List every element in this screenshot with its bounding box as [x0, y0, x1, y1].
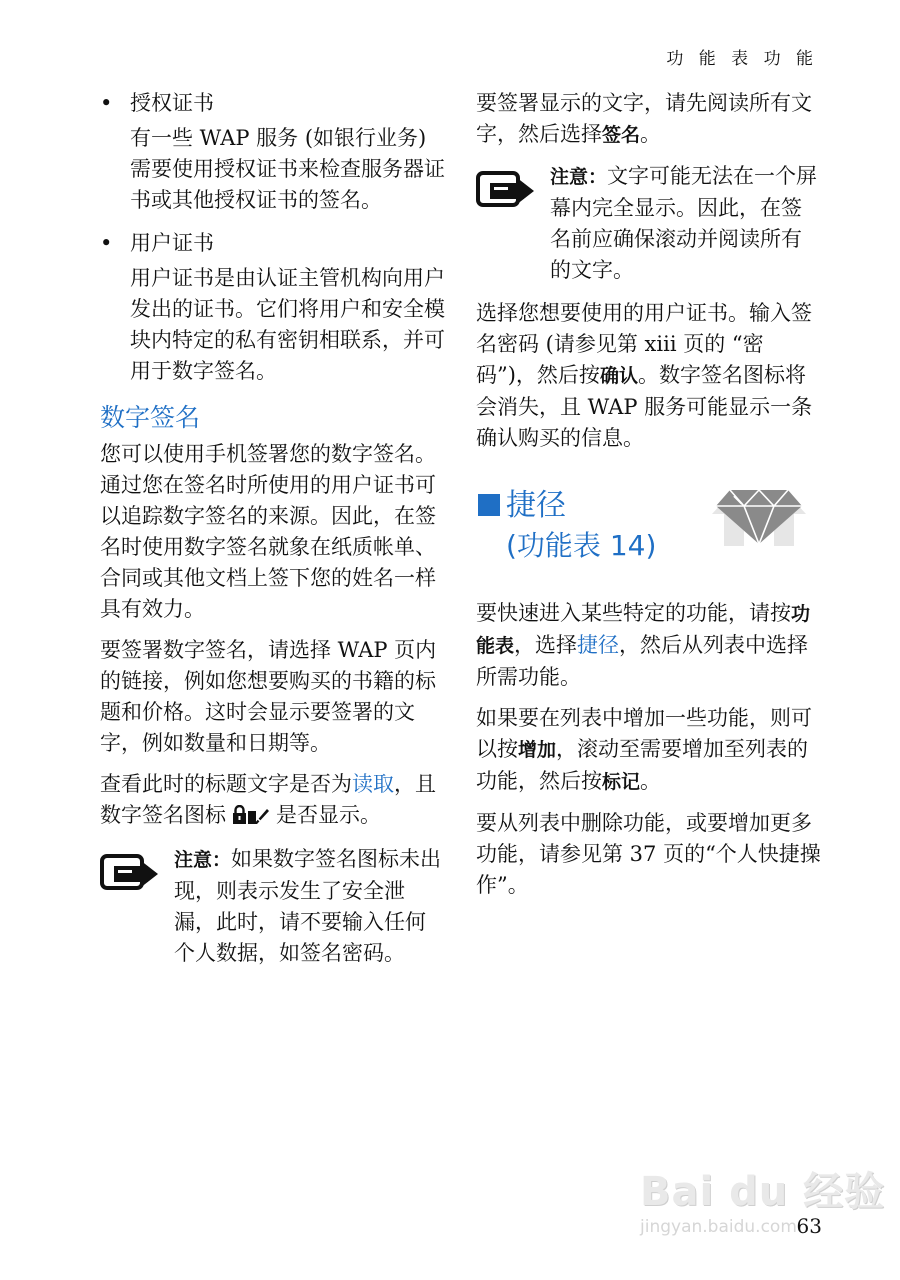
right-column — [476, 88, 822, 911]
page-number: 63 — [796, 1214, 822, 1238]
paragraph — [476, 703, 822, 798]
note-label: 注意： — [174, 849, 232, 871]
bullet-title: 用户证书 — [130, 231, 214, 255]
note-box — [476, 161, 822, 286]
paragraph — [100, 769, 445, 834]
keyword-menu: 功能表 — [476, 603, 811, 657]
text-span: 。 — [640, 122, 662, 146]
text-span: 查看此时的标题文字是否为 — [100, 772, 352, 796]
text-span: ，然后从列表中选择所需功能。 — [476, 633, 809, 689]
text-span: 要签署显示的文字，请先阅读所有文字，然后选择 — [476, 91, 812, 146]
section-heading-shortcuts — [476, 488, 822, 584]
text-span: ，滚动至需要增加至列表的功能，然后按 — [476, 737, 809, 793]
note-body: 如果数字签名图标未出现，则表示发生了安全泄漏，此时，请不要输入任何个人数据，如签名密码。 — [174, 847, 442, 965]
text-span: ，选择 — [514, 633, 578, 657]
text-span: 是否显示。 — [276, 803, 381, 827]
diamond-arrow-icon — [704, 476, 814, 560]
note-body: 文字可能无法在一个屏幕内完全显示。因此，在签名前应确保滚动并阅读所有的文字。 — [550, 164, 818, 282]
bullet-item — [100, 88, 445, 216]
keyword-mark: 标记 — [602, 771, 641, 793]
square-bullet-icon — [478, 494, 500, 516]
bullet-body: 有一些 WAP 服务 (如银行业务) 需要使用授权证书来检查服务器证书或其他授权证书的签名。 — [130, 126, 445, 212]
text-span: 。 — [640, 769, 662, 793]
keyword-sign: 签名 — [602, 124, 641, 146]
left-column — [100, 88, 445, 981]
bullet-item — [100, 228, 445, 387]
note-box — [100, 844, 445, 969]
digital-signature-icon — [232, 803, 270, 834]
bullet-title: 授权证书 — [130, 91, 214, 115]
keyword-add: 增加 — [518, 739, 557, 761]
paragraph: 要签署数字签名，请选择 WAP 页内的链接，例如您想要购买的书籍的标题和价格。这时会显示要签署的文字，例如数量和日期等。 — [100, 638, 437, 755]
shortcuts-link[interactable]: 捷径 — [577, 633, 620, 657]
text-span: 。数字签名图标将会消失，且 WAP 服务可能显示一条确认购买的信息。 — [476, 363, 813, 450]
bullet-icon: • — [100, 91, 113, 115]
note-hand-icon — [476, 161, 550, 213]
text-span: 如果要在列表中增加一些功能，则可以按 — [476, 706, 812, 761]
note-text — [550, 161, 822, 286]
bullet-icon: • — [100, 231, 113, 255]
note-label: 注意： — [550, 166, 608, 188]
text-span: ，且数字签名图标 — [100, 772, 436, 827]
watermark-logo: Bai du 经验 — [640, 1169, 886, 1215]
read-link[interactable]: 读取 — [352, 772, 394, 796]
bullet-body: 用户证书是由认证主管机构向用户发出的证书。它们将用户和安全模块内特定的私有密钥相联系，并可用于数字签名。 — [130, 266, 445, 383]
baidu-watermark — [640, 1160, 885, 1237]
watermark-url: jingyan.baidu.com — [640, 1217, 797, 1237]
note-hand-icon — [100, 844, 174, 896]
section-title: 捷径 — [506, 488, 566, 523]
paragraph: 您可以使用手机签署您的数字签名。通过您在签名时所使用的用户证书可以追踪数字签名的来源。因此，在签名时使用数字签名就象在纸质帐单、合同或其他文档上签下您的姓名一样具有效力。 — [100, 442, 436, 621]
paragraph — [476, 298, 822, 454]
text-span: 选择您想要使用的用户证书。输入签名密码 (请参见第 xiii 页的 “密码”)，然后按 — [476, 301, 812, 387]
keyword-confirm: 确认 — [599, 365, 638, 387]
note-text — [174, 844, 445, 969]
paragraph: 要从列表中删除功能，或要增加更多功能，请参见第 37 页的“个人快捷操作”。 — [476, 811, 821, 897]
paragraph — [476, 598, 822, 693]
paragraph — [476, 88, 822, 151]
section-subtitle: (功能表 14) — [506, 529, 657, 562]
text-span: 要快速进入某些特定的功能，请按 — [476, 601, 791, 625]
section-title-digital-signature: 数字签名 — [100, 403, 201, 432]
running-header: 功 能 表 功 能 — [666, 49, 818, 69]
